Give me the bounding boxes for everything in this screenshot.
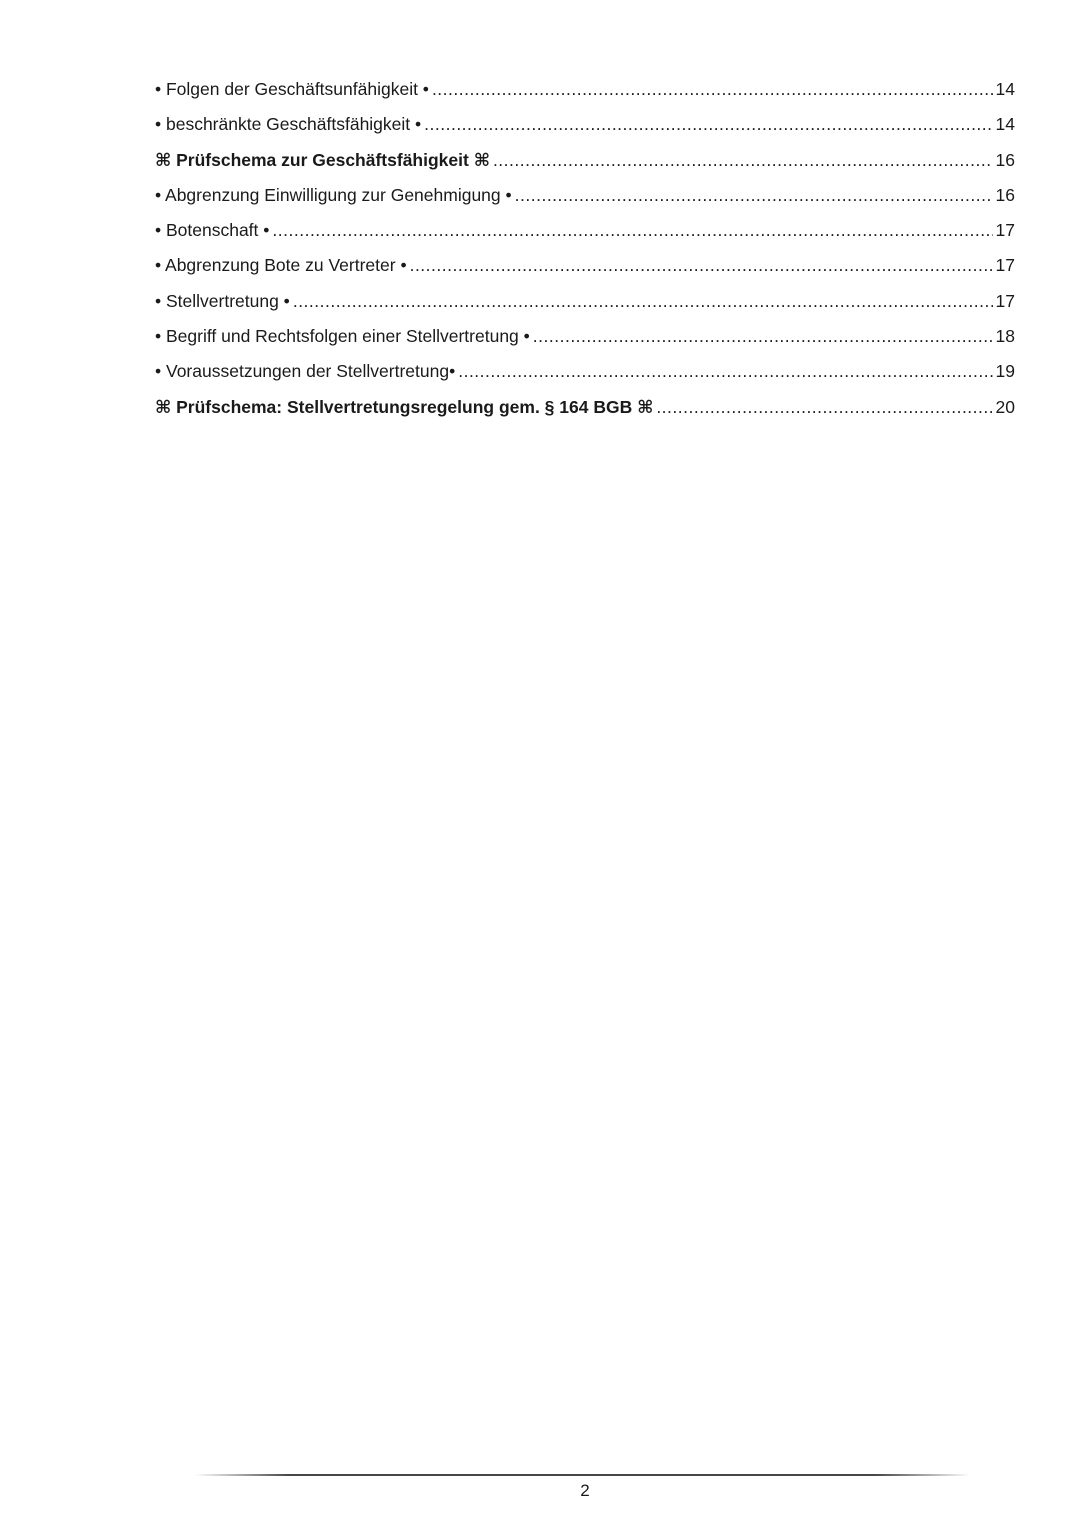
toc-entry-page: 20 — [995, 396, 1015, 417]
page-number: 2 — [580, 1481, 590, 1500]
toc-entry-page: 17 — [995, 220, 1015, 241]
toc-entry-page: 14 — [995, 114, 1015, 135]
toc-entry-page: 14 — [995, 79, 1015, 99]
toc-entry-label: ⌘ Prüfschema zur Geschäftsfähigkeit ⌘ — [155, 149, 490, 170]
toc-entry[interactable] — [155, 286, 1015, 321]
toc-entry-label: • Begriff und Rechtsfolgen einer Stellvertretung • — [155, 326, 530, 347]
toc-entry-label: • Folgen der Geschäftsunfähigkeit • — [155, 79, 429, 99]
toc-entry-label: ⌘ Prüfschema: Stellvertretungsregelung gem. § 164 BGB ⌘ — [155, 396, 654, 417]
toc-entry[interactable] — [155, 109, 1015, 144]
toc-entry-label: • beschränkte Geschäftsfähigkeit • — [155, 114, 422, 135]
toc-entry[interactable] — [155, 392, 1015, 427]
toc-dot-leader — [656, 392, 992, 422]
toc-entry-page: 19 — [995, 361, 1015, 382]
toc-entry[interactable] — [155, 215, 1015, 250]
toc-dot-leader — [533, 321, 993, 351]
toc-dot-leader — [293, 286, 993, 316]
toc-entry-page: 17 — [995, 290, 1015, 311]
toc-entry[interactable] — [155, 356, 1015, 391]
toc-dot-leader — [424, 109, 992, 139]
toc-entry-page: 16 — [995, 184, 1015, 205]
toc-entry-label: • Abgrenzung Einwilligung zur Genehmigung • — [155, 184, 512, 205]
table-of-contents — [155, 74, 1015, 427]
toc-dot-leader — [458, 356, 992, 386]
toc-entry[interactable] — [155, 321, 1015, 356]
toc-dot-leader — [272, 215, 992, 245]
toc-entry[interactable] — [155, 145, 1015, 180]
toc-entry[interactable] — [155, 180, 1015, 215]
toc-entry-label: • Stellvertretung • — [155, 290, 290, 311]
toc-dot-leader — [515, 180, 993, 210]
toc-entry-page: 16 — [995, 149, 1015, 170]
toc-dot-leader — [410, 250, 993, 280]
toc-entry-label: • Voraussetzungen der Stellvertretung• — [155, 361, 456, 382]
toc-dot-leader — [432, 74, 993, 104]
toc-entry-label: • Botenschaft • — [155, 220, 270, 241]
toc-dot-leader — [493, 145, 993, 175]
toc-entry[interactable] — [155, 74, 1015, 109]
toc-entry-label: • Abgrenzung Bote zu Vertreter • — [155, 255, 407, 276]
footer-divider — [195, 1474, 970, 1476]
toc-entry-page: 18 — [995, 326, 1015, 347]
toc-entry-page: 17 — [995, 255, 1015, 276]
toc-entry[interactable] — [155, 250, 1015, 285]
